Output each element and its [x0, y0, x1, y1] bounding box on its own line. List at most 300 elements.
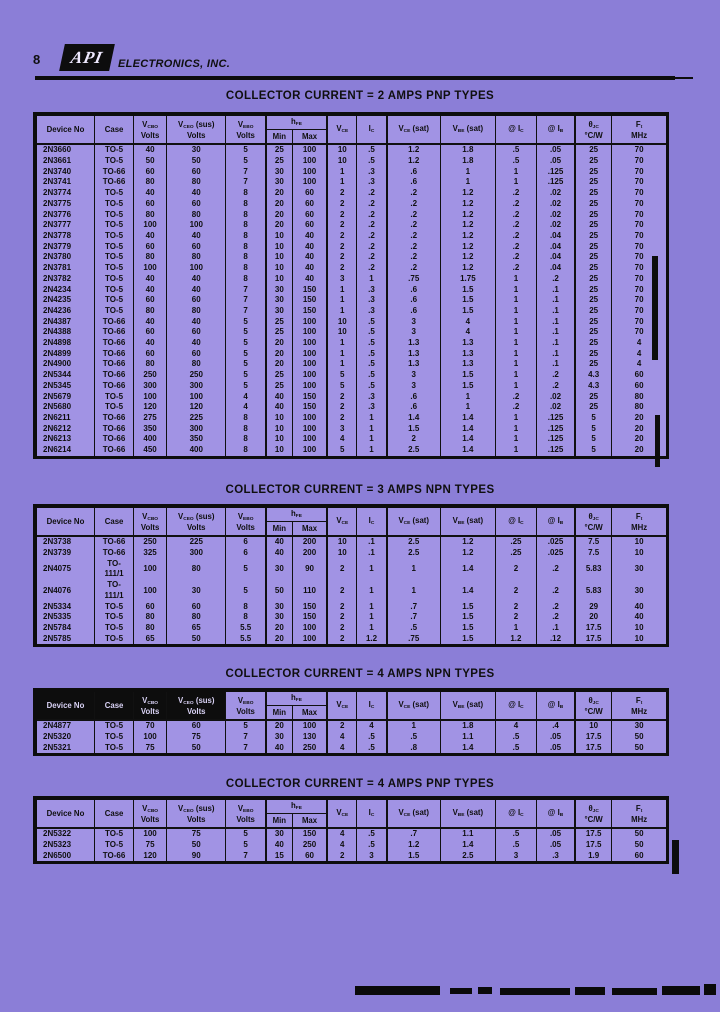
cell-case: TO-5 — [94, 612, 133, 623]
cell-device: 2N4900 — [43, 359, 72, 369]
cell-case: TO-5 — [94, 252, 133, 263]
cell-vbe_sat: 1.5 — [440, 285, 495, 296]
cell-theta: 5.83 — [575, 559, 612, 580]
cell-at_ic: 1 — [495, 381, 536, 392]
column-header-hfe-max: Max — [292, 130, 327, 145]
cell-vce_sat: .6 — [387, 295, 441, 306]
cell-vceo: 80 — [167, 177, 226, 188]
cell-ic: .5 — [357, 732, 387, 743]
cell-ic: .5 — [357, 338, 387, 349]
cell-vebo: 8 — [226, 445, 266, 457]
cell-ic: .2 — [357, 199, 387, 210]
cell-vebo: 6 — [226, 548, 266, 559]
cell-at_ib: .025 — [536, 548, 575, 559]
cell-ft: 70 — [612, 252, 668, 263]
cell-hfe_max: 40 — [292, 263, 327, 274]
column-header-vce_sat: $V_{CE}$ (sat) — [387, 690, 441, 720]
column-header-vce: $V_{CE}$ — [327, 506, 357, 536]
cell-at_ic: .2 — [495, 188, 536, 199]
cell-vebo: 5 — [226, 559, 266, 580]
cell-at_ic: 1 — [495, 359, 536, 370]
cell-vceo: 80 — [167, 306, 226, 317]
cell-vcbo: 250 — [134, 370, 167, 381]
column-header-vbe_sat: $V_{BE}$ (sat) — [440, 114, 495, 144]
cell-vce_sat: .7 — [387, 602, 441, 613]
cell-hfe_max: 60 — [292, 199, 327, 210]
cell-at_ic: .5 — [495, 732, 536, 743]
cell-hfe_max: 130 — [292, 732, 327, 743]
cell-at_ic: 1 — [495, 177, 536, 188]
cell-vceo: 60 — [167, 295, 226, 306]
cell-hfe_max: 40 — [292, 242, 327, 253]
cell-vce: 2 — [327, 252, 357, 263]
cell-vce_sat: .6 — [387, 402, 441, 413]
cell-theta: 4.3 — [575, 381, 612, 392]
cell-theta: 7.5 — [575, 536, 612, 548]
table-row — [35, 199, 668, 210]
table-row — [35, 381, 668, 392]
scan-artifact — [672, 840, 679, 874]
cell-vcbo: 60 — [134, 327, 167, 338]
cell-vbe_sat: 1.2 — [440, 188, 495, 199]
cell-hfe_max: 40 — [292, 274, 327, 285]
cell-vbe_sat: 1.2 — [440, 220, 495, 231]
cell-theta: 5.83 — [575, 580, 612, 601]
table-row — [35, 156, 668, 167]
cell-vcbo: 40 — [134, 317, 167, 328]
cell-ft: 70 — [612, 317, 668, 328]
cell-device: 2N5344 — [43, 370, 72, 380]
cell-at_ib: .04 — [536, 231, 575, 242]
cell-ic: .5 — [357, 349, 387, 360]
table-row — [35, 548, 668, 559]
cell-case: TO-5 — [94, 199, 133, 210]
cell-case: TO-5 — [94, 634, 133, 646]
cell-vce: 2 — [327, 199, 357, 210]
table-row — [35, 188, 668, 199]
cell-theta: 5 — [575, 445, 612, 457]
cell-vcbo: 450 — [134, 445, 167, 457]
cell-vbe_sat: 1.2 — [440, 199, 495, 210]
cell-at_ic: 1 — [495, 327, 536, 338]
cell-ft: 60 — [612, 370, 668, 381]
cell-case: TO-66 — [94, 177, 133, 188]
cell-at_ic: .2 — [495, 263, 536, 274]
cell-hfe_max: 100 — [292, 177, 327, 188]
table-row — [35, 252, 668, 263]
cell-theta: 10 — [575, 720, 612, 732]
cell-ic: .5 — [357, 359, 387, 370]
cell-at_ic: .25 — [495, 548, 536, 559]
table-row — [35, 434, 668, 445]
cell-at_ib: .1 — [536, 623, 575, 634]
page-number: 8 — [33, 52, 41, 67]
cell-vce: 2 — [327, 720, 357, 732]
table-row — [35, 210, 668, 221]
cell-at_ib: .02 — [536, 392, 575, 403]
cell-theta: 25 — [575, 242, 612, 253]
column-header-device: Device No — [35, 506, 94, 536]
column-header-hfe-min: Min — [266, 706, 293, 721]
cell-at_ic: 1 — [495, 338, 536, 349]
table-row — [35, 306, 668, 317]
cell-hfe_min: 10 — [266, 252, 293, 263]
cell-theta: 5 — [575, 424, 612, 435]
cell-vcbo: 70 — [134, 720, 167, 732]
cell-vce: 2 — [327, 188, 357, 199]
cell-ic: .1 — [357, 548, 387, 559]
cell-case: TO-66 — [94, 327, 133, 338]
column-header-hfe: $h_{FE}$ — [266, 114, 327, 130]
cell-vebo: 5 — [226, 338, 266, 349]
cell-hfe_min: 10 — [266, 413, 293, 424]
cell-vbe_sat: 1.4 — [440, 413, 495, 424]
cell-theta: 25 — [575, 252, 612, 263]
cell-device: 2N4898 — [43, 338, 72, 348]
cell-vbe_sat: 1.4 — [440, 445, 495, 457]
cell-hfe_max: 150 — [292, 285, 327, 296]
cell-theta: 25 — [575, 349, 612, 360]
cell-vceo: 50 — [167, 156, 226, 167]
table-row — [35, 602, 668, 613]
cell-theta: 5 — [575, 413, 612, 424]
cell-vcbo: 40 — [134, 285, 167, 296]
cell-vcbo: 60 — [134, 199, 167, 210]
cell-theta: 25 — [575, 274, 612, 285]
cell-hfe_min: 25 — [266, 370, 293, 381]
column-header-at_ic: @ $I_C$ — [495, 506, 536, 536]
cell-case: TO-5 — [94, 732, 133, 743]
cell-vbe_sat: 1.5 — [440, 634, 495, 646]
cell-hfe_max: 40 — [292, 252, 327, 263]
cell-vcbo: 60 — [134, 349, 167, 360]
cell-at_ib: .1 — [536, 349, 575, 360]
cell-case: TO-66 — [94, 381, 133, 392]
column-header-theta: $\theta_{JC}$ °C/W — [575, 506, 612, 536]
cell-vce_sat: 1.2 — [387, 840, 441, 851]
cell-vbe_sat: 1.2 — [440, 548, 495, 559]
cell-vce: 10 — [327, 144, 357, 156]
cell-at_ib: .1 — [536, 285, 575, 296]
cell-vebo: 8 — [226, 252, 266, 263]
cell-vce_sat: 1.5 — [387, 851, 441, 863]
cell-ft: 80 — [612, 392, 668, 403]
cell-hfe_max: 100 — [292, 156, 327, 167]
column-header-vebo: $V_{EBO}$ Volts — [226, 114, 266, 144]
cell-vcbo: 250 — [134, 536, 167, 548]
cell-case: TO-5 — [94, 720, 133, 732]
cell-vbe_sat: 1.5 — [440, 295, 495, 306]
cell-vebo: 7 — [226, 306, 266, 317]
cell-vbe_sat: 1.8 — [440, 144, 495, 156]
cell-at_ic: .5 — [495, 828, 536, 840]
column-header-hfe: $h_{FE}$ — [266, 798, 327, 814]
table-row — [35, 144, 668, 156]
cell-vceo: 30 — [167, 144, 226, 156]
cell-vcbo: 80 — [134, 210, 167, 221]
cell-case: TO-66 — [94, 317, 133, 328]
cell-theta: 17.5 — [575, 634, 612, 646]
cell-vce: 1 — [327, 338, 357, 349]
cell-theta: 25 — [575, 210, 612, 221]
column-header-ic: $I_C$ — [357, 506, 387, 536]
cell-vebo: 8 — [226, 188, 266, 199]
cell-theta: 17.5 — [575, 743, 612, 755]
cell-at_ib: .2 — [536, 381, 575, 392]
cell-ft: 20 — [612, 413, 668, 424]
cell-ic: .2 — [357, 242, 387, 253]
cell-device: 2N6212 — [43, 423, 72, 433]
cell-hfe_max: 150 — [292, 828, 327, 840]
table-row — [35, 285, 668, 296]
cell-vce: 2 — [327, 559, 357, 580]
cell-case: TO-66 — [94, 536, 133, 548]
cell-vbe_sat: 1.8 — [440, 156, 495, 167]
cell-vce_sat: .2 — [387, 231, 441, 242]
cell-vbe_sat: 1.4 — [440, 840, 495, 851]
column-header-hfe: $h_{FE}$ — [266, 506, 327, 522]
column-header-vce: $V_{CE}$ — [327, 798, 357, 828]
cell-ic: .3 — [357, 306, 387, 317]
cell-vce_sat: .75 — [387, 274, 441, 285]
cell-at_ic: 1 — [495, 370, 536, 381]
cell-ic: 3 — [357, 851, 387, 863]
cell-case: TO-5 — [94, 156, 133, 167]
cell-hfe_min: 30 — [266, 295, 293, 306]
cell-ic: .5 — [357, 156, 387, 167]
cell-at_ic: .2 — [495, 220, 536, 231]
cell-vce_sat: 2 — [387, 434, 441, 445]
cell-theta: 20 — [575, 612, 612, 623]
cell-vceo: 60 — [167, 167, 226, 178]
cell-device: 2N5784 — [43, 622, 72, 632]
cell-vcbo: 50 — [134, 156, 167, 167]
table-row — [35, 220, 668, 231]
cell-at_ib: .04 — [536, 242, 575, 253]
table-row — [35, 274, 668, 285]
cell-at_ic: .5 — [495, 156, 536, 167]
cell-ft: 4 — [612, 338, 668, 349]
cell-hfe_min: 25 — [266, 381, 293, 392]
column-header-ft: $F_t$ MHz — [612, 114, 668, 144]
cell-device: 2N3777 — [43, 220, 72, 230]
cell-vce: 4 — [327, 828, 357, 840]
cell-hfe_max: 150 — [292, 602, 327, 613]
cell-vbe_sat: 1.5 — [440, 612, 495, 623]
cell-vebo: 8 — [226, 424, 266, 435]
cell-vbe_sat: 1 — [440, 392, 495, 403]
cell-vbe_sat: 1.5 — [440, 306, 495, 317]
cell-vebo: 5 — [226, 317, 266, 328]
cell-vbe_sat: 1.4 — [440, 424, 495, 435]
cell-vce_sat: 1.2 — [387, 144, 441, 156]
cell-vceo: 80 — [167, 359, 226, 370]
cell-theta: 1.9 — [575, 851, 612, 863]
cell-at_ic: .2 — [495, 392, 536, 403]
cell-at_ic: .2 — [495, 242, 536, 253]
cell-ft: 70 — [612, 242, 668, 253]
cell-vbe_sat: 1.4 — [440, 743, 495, 755]
cell-vcbo: 80 — [134, 612, 167, 623]
cell-ft: 70 — [612, 231, 668, 242]
cell-at_ib: .02 — [536, 188, 575, 199]
cell-case: TO-66 — [94, 349, 133, 360]
cell-vce: 5 — [327, 445, 357, 457]
cell-vce: 10 — [327, 156, 357, 167]
table-row — [35, 263, 668, 274]
cell-vcbo: 300 — [134, 381, 167, 392]
cell-vceo: 225 — [167, 413, 226, 424]
cell-ft: 80 — [612, 402, 668, 413]
cell-case: TO-5 — [94, 263, 133, 274]
column-header-hfe: $h_{FE}$ — [266, 690, 327, 706]
cell-device: 2N5322 — [43, 829, 72, 839]
spec-table-2a-pnp — [33, 112, 669, 459]
cell-vbe_sat: 1.2 — [440, 231, 495, 242]
cell-vce_sat: .6 — [387, 285, 441, 296]
cell-case: TO-5 — [94, 402, 133, 413]
cell-device: 2N3778 — [43, 230, 72, 240]
table-row — [35, 359, 668, 370]
cell-case: TO-66 — [94, 548, 133, 559]
cell-ic: .2 — [357, 210, 387, 221]
cell-device: 2N5320 — [43, 732, 72, 742]
table-row — [35, 580, 668, 601]
cell-theta: 25 — [575, 327, 612, 338]
cell-ft: 70 — [612, 327, 668, 338]
cell-case: TO-5 — [94, 285, 133, 296]
cell-ft: 70 — [612, 220, 668, 231]
cell-ic: .5 — [357, 840, 387, 851]
cell-case: TO-66 — [94, 370, 133, 381]
cell-ft: 70 — [612, 199, 668, 210]
cell-hfe_max: 100 — [292, 720, 327, 732]
cell-device: 2N5334 — [43, 601, 72, 611]
cell-vce: 2 — [327, 623, 357, 634]
cell-vce_sat: 2.5 — [387, 548, 441, 559]
table-title-2a-pnp: COLLECTOR CURRENT = 2 AMPS PNP TYPES — [225, 90, 495, 102]
cell-case: TO-5 — [94, 743, 133, 755]
cell-vbe_sat: 1 — [440, 177, 495, 188]
cell-hfe_max: 150 — [292, 295, 327, 306]
cell-vcbo: 80 — [134, 359, 167, 370]
column-header-hfe-max: Max — [292, 522, 327, 537]
column-header-vbe_sat: $V_{BE}$ (sat) — [440, 690, 495, 720]
cell-vce_sat: .2 — [387, 252, 441, 263]
cell-vcbo: 65 — [134, 634, 167, 646]
cell-vce: 10 — [327, 548, 357, 559]
cell-hfe_min: 20 — [266, 623, 293, 634]
cell-vbe_sat: 1 — [440, 402, 495, 413]
cell-device: 2N4076 — [43, 585, 72, 595]
cell-ft: 40 — [612, 602, 668, 613]
cell-device: 2N3782 — [43, 273, 72, 283]
cell-vce: 4 — [327, 840, 357, 851]
cell-hfe_max: 100 — [292, 413, 327, 424]
cell-vebo: 5 — [226, 327, 266, 338]
cell-at_ic: 1.2 — [495, 634, 536, 646]
column-header-theta: $\theta_{JC}$ °C/W — [575, 798, 612, 828]
cell-vce_sat: 3 — [387, 317, 441, 328]
cell-hfe_min: 40 — [266, 840, 293, 851]
cell-hfe_min: 10 — [266, 263, 293, 274]
cell-vce_sat: .2 — [387, 242, 441, 253]
cell-vebo: 5 — [226, 580, 266, 601]
cell-device: 2N3661 — [43, 156, 72, 166]
cell-device: 2N3780 — [43, 252, 72, 262]
cell-vce_sat: 1.3 — [387, 338, 441, 349]
table-row — [35, 295, 668, 306]
cell-at_ib: .2 — [536, 559, 575, 580]
column-header-at_ib: @ $I_B$ — [536, 506, 575, 536]
cell-case: TO-66 — [94, 424, 133, 435]
column-header-at_ib: @ $I_B$ — [536, 114, 575, 144]
cell-at_ib: .12 — [536, 634, 575, 646]
cell-device: 2N6213 — [43, 434, 72, 444]
cell-ic: .3 — [357, 392, 387, 403]
cell-vcbo: 75 — [134, 743, 167, 755]
cell-device: 2N3739 — [43, 548, 72, 558]
cell-vebo: 7 — [226, 851, 266, 863]
cell-hfe_min: 20 — [266, 220, 293, 231]
cell-ic: 1 — [357, 413, 387, 424]
header-rule — [35, 76, 675, 80]
cell-vce_sat: .8 — [387, 743, 441, 755]
cell-hfe_min: 20 — [266, 634, 293, 646]
cell-case: TO-66 — [94, 445, 133, 457]
cell-at_ic: 3 — [495, 851, 536, 863]
cell-vebo: 8 — [226, 263, 266, 274]
cell-at_ib: .3 — [536, 851, 575, 863]
cell-vceo: 50 — [167, 743, 226, 755]
cell-vbe_sat: 1.75 — [440, 274, 495, 285]
cell-vceo: 30 — [167, 580, 226, 601]
cell-at_ic: .2 — [495, 402, 536, 413]
cell-ft: 10 — [612, 634, 668, 646]
cell-device: 2N5785 — [43, 633, 72, 643]
cell-device: 2N4234 — [43, 284, 72, 294]
cell-vce_sat: 2.5 — [387, 536, 441, 548]
cell-ft: 70 — [612, 188, 668, 199]
cell-hfe_min: 30 — [266, 306, 293, 317]
table-row — [35, 732, 668, 743]
cell-vbe_sat: 1.5 — [440, 623, 495, 634]
cell-vceo: 120 — [167, 402, 226, 413]
scan-artifact — [652, 256, 658, 360]
cell-hfe_min: 20 — [266, 338, 293, 349]
cell-device: 2N5335 — [43, 612, 72, 622]
cell-vce_sat: .6 — [387, 306, 441, 317]
cell-theta: 25 — [575, 199, 612, 210]
api-logo-icon — [59, 44, 115, 71]
column-header-vce_sat: $V_{CE}$ (sat) — [387, 114, 441, 144]
cell-vce_sat: .6 — [387, 177, 441, 188]
cell-vce_sat: .7 — [387, 612, 441, 623]
cell-ft: 70 — [612, 285, 668, 296]
cell-vce: 4 — [327, 743, 357, 755]
cell-ic: 1 — [357, 580, 387, 601]
cell-vbe_sat: 1.5 — [440, 381, 495, 392]
spec-table-3a-npn — [33, 504, 669, 647]
table-row — [35, 338, 668, 349]
cell-vcbo: 80 — [134, 177, 167, 188]
cell-vceo: 50 — [167, 840, 226, 851]
cell-vebo: 8 — [226, 434, 266, 445]
cell-at_ic: .25 — [495, 536, 536, 548]
cell-vebo: 5 — [226, 828, 266, 840]
cell-device: 2N5679 — [43, 391, 72, 401]
cell-device: 2N4236 — [43, 305, 72, 315]
